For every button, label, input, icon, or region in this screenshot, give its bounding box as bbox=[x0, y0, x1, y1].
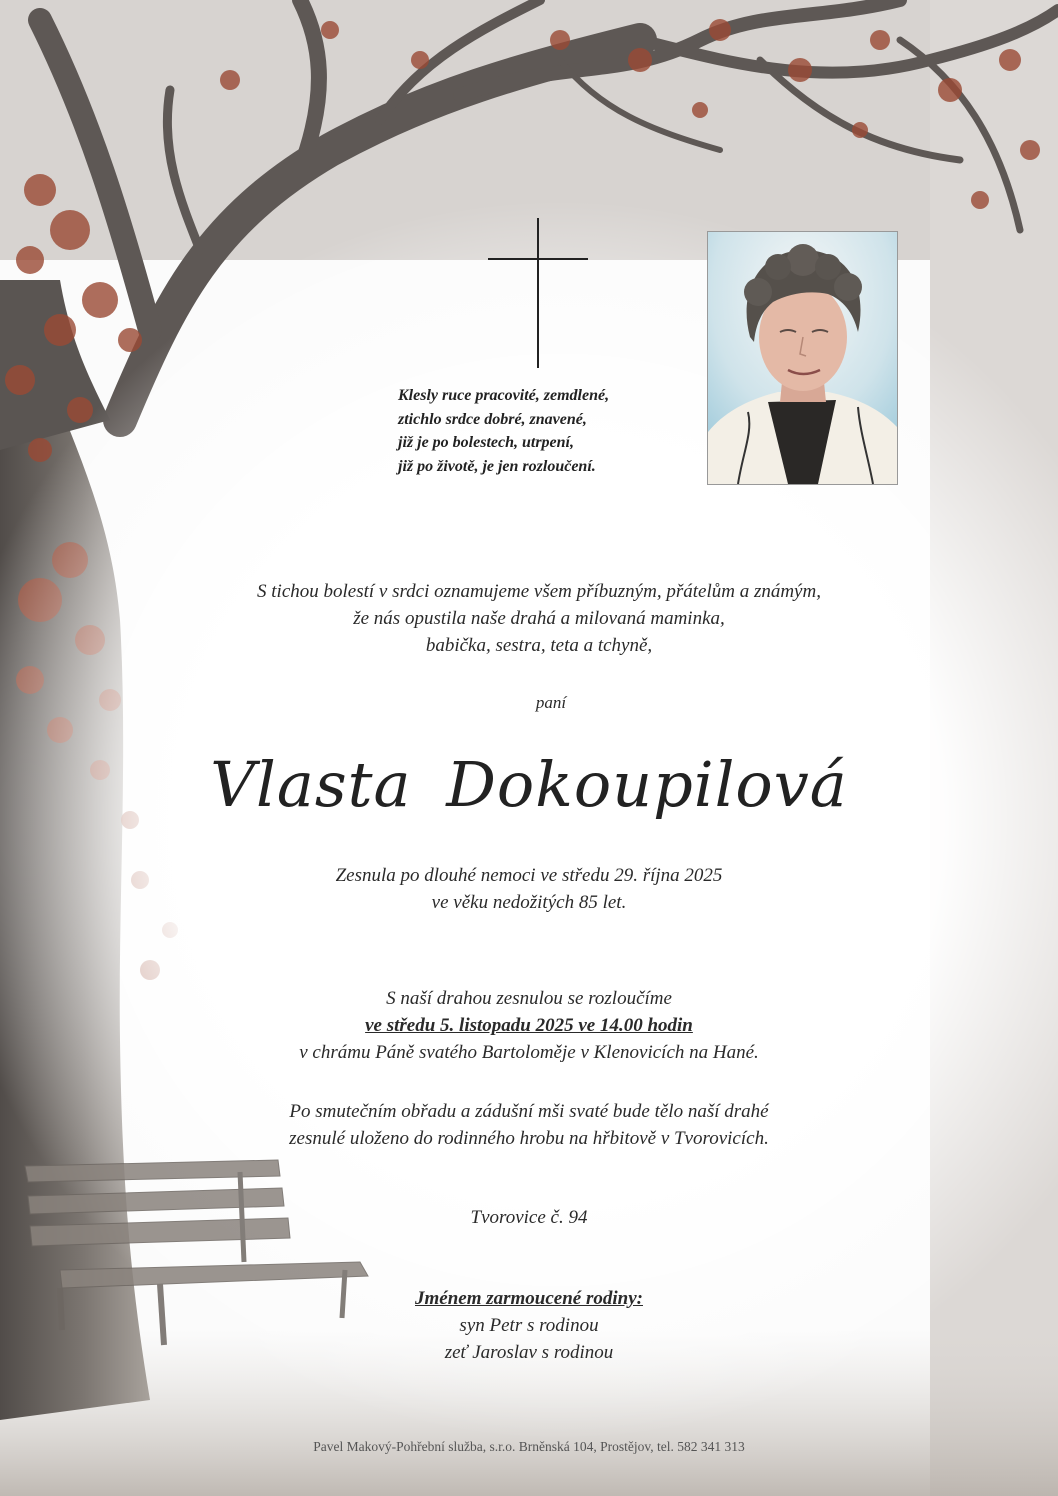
burial-line: Po smutečním obřadu a zádušní mši svaté bude tělo naší drahé bbox=[289, 1101, 769, 1122]
funeral-place: v chrámu Páně svatého Bartoloměje v Klenovicích na Hané. bbox=[299, 1042, 759, 1063]
poem-line: ztichlo srdce dobré, znavené, bbox=[398, 410, 587, 428]
death-date-line: Zesnula po dlouhé nemoci ve středu 29. října 2025 bbox=[335, 865, 723, 886]
family-address: Tvorovice č. 94 bbox=[470, 1207, 588, 1228]
announcement-line: S tichou bolestí v srdci oznamujeme všem příbuzným, přátelům a známým, bbox=[257, 581, 821, 602]
poem-line: již je po bolestech, utrpení, bbox=[398, 434, 574, 451]
family-member: syn Petr s rodinou bbox=[459, 1315, 599, 1336]
announcement-line: babička, sestra, teta a tchyně, bbox=[425, 635, 653, 656]
family-member: zeť Jaroslav s rodinou bbox=[444, 1342, 614, 1363]
cross-icon bbox=[488, 218, 588, 368]
funeral-service-footer: Pavel Makový-Pohřební služba, s.r.o. Brněnská 104, Prostějov, tel. 582 341 313 bbox=[313, 1439, 745, 1454]
poem-line: již po životě, je jen rozloučení. bbox=[398, 457, 596, 475]
funeral-intro: S naší drahou zesnulou se rozloučíme bbox=[386, 988, 672, 1009]
memorial-poem bbox=[398, 384, 698, 478]
portrait-photo bbox=[707, 231, 898, 485]
funeral-info bbox=[0, 985, 1058, 1066]
poem-line: Klesly ruce pracovité, zemdlené, bbox=[398, 387, 610, 404]
burial-info bbox=[0, 1098, 1058, 1152]
funeral-datetime: ve středu 5. listopadu 2025 ve 14.00 hodin bbox=[365, 1015, 693, 1036]
honorific: paní bbox=[535, 693, 567, 712]
family-signature bbox=[0, 1285, 1058, 1366]
deceased-name: Vlasta Dokoupilová bbox=[210, 748, 848, 821]
death-notice bbox=[0, 862, 1058, 916]
family-heading: Jménem zarmoucené rodiny: bbox=[415, 1288, 643, 1309]
announcement-line: že nás opustila naše drahá a milovaná maminka, bbox=[353, 608, 725, 629]
burial-line: zesnulé uloženo do rodinného hrobu na hřbitově v Tvorovicích. bbox=[289, 1128, 769, 1149]
age-line: ve věku nedožitých 85 let. bbox=[431, 892, 627, 913]
announcement-text bbox=[0, 578, 1058, 659]
